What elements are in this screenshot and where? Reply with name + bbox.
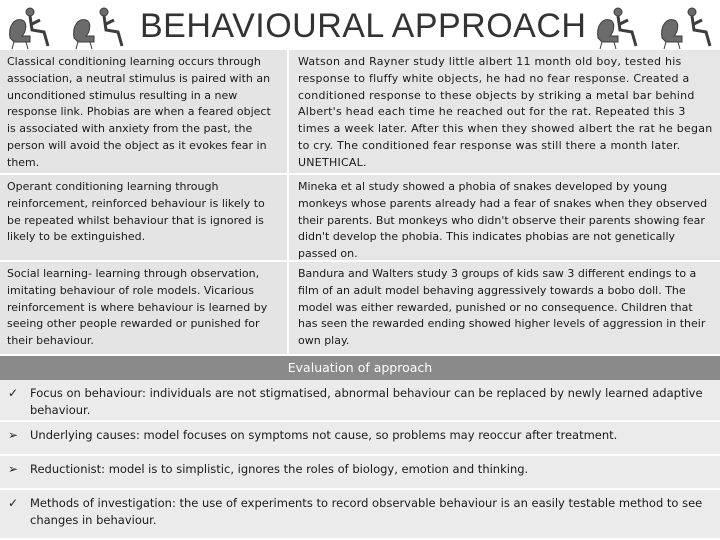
- evaluation-item: [0, 490, 720, 540]
- theory-cell-classical: Classical conditioning learning occurs through association, a neutral stimulus is paired with an unconditioned stimulus resulting in a new response link. Phobias are when a feared object is associated with anxiety from the past, the person will avoid the object as it evokes fear in them.: [0, 50, 289, 175]
- evaluation-item: [0, 422, 720, 456]
- check-bullet-icon: ✓: [8, 496, 19, 510]
- evaluation-item-text: Focus on behaviour: individuals are not stigmatised, abnormal behaviour can be replaced by newly learned adaptive behaviour.: [30, 386, 703, 417]
- page-title: BEHAVIOURAL APPROACH: [140, 7, 587, 45]
- arrow-bullet-icon: ➢: [8, 462, 19, 476]
- arrow-bullet-icon: ➢: [8, 428, 19, 442]
- theory-cell-operant: Operant conditioning learning through reinforcement, reinforced behaviour is likely to be repeated whilst behaviour that is ignored is likely to be extinguished.: [0, 175, 289, 262]
- study-cell-mineka: Mineka et al study showed a phobia of snakes developed by young monkeys whose parents already had a fear of snakes when they observed their parents. But monkeys who didn't observe their parents showing fear didn't develop the phobia. This indicates phobias are not genetically passed on.: [289, 175, 720, 262]
- evaluation-item: [0, 456, 720, 490]
- evaluation-item-text: Reductionist: model is to simplistic, ignores the roles of biology, emotion and thinking.: [30, 462, 529, 476]
- evaluation-item-text: Underlying causes: model focuses on symptoms not cause, so problems may reoccur after treatment.: [30, 428, 618, 442]
- chair-figures-left-icon: [4, 2, 134, 50]
- evaluation-heading: Evaluation of approach: [0, 356, 720, 380]
- evaluation-item: [0, 380, 720, 422]
- theory-study-table: [0, 50, 720, 356]
- study-cell-bandura-walters: Bandura and Walters study 3 groups of kids saw 3 different endings to a film of an adult model behaving aggressively towards a bobo doll. The model was either rewarded, punished or no consequence. Children that has seen the rewarded ending showed higher levels of aggression in their own play.: [289, 262, 720, 356]
- theory-cell-social-learning: Social learning- learning through observation, imitating behaviour of role models. Vicarious reinforcement is where behaviour is learned by seeing other people rewarded or punished for their behaviour.: [0, 262, 289, 356]
- check-bullet-icon: ✓: [8, 386, 19, 400]
- evaluation-item-text: Methods of investigation: the use of experiments to record observable behaviour is an easily testable method to see changes in behaviour.: [30, 496, 703, 527]
- study-cell-watson-rayner: Watson and Rayner study little albert 11 month old boy, tested his response to fluffy white objects, he had no fear response. Created a conditioned response to these objects by striking a metal bar behind Albert's head each time he reached out for the rat. Repeated this 3 times a week later. After this when they showed albert the rat he began to cry. The conditioned fear response was still there a month later. UNETHICAL.: [289, 50, 720, 175]
- chair-figures-right-icon: [592, 2, 720, 50]
- evaluation-list: [0, 380, 720, 540]
- header: [0, 0, 720, 52]
